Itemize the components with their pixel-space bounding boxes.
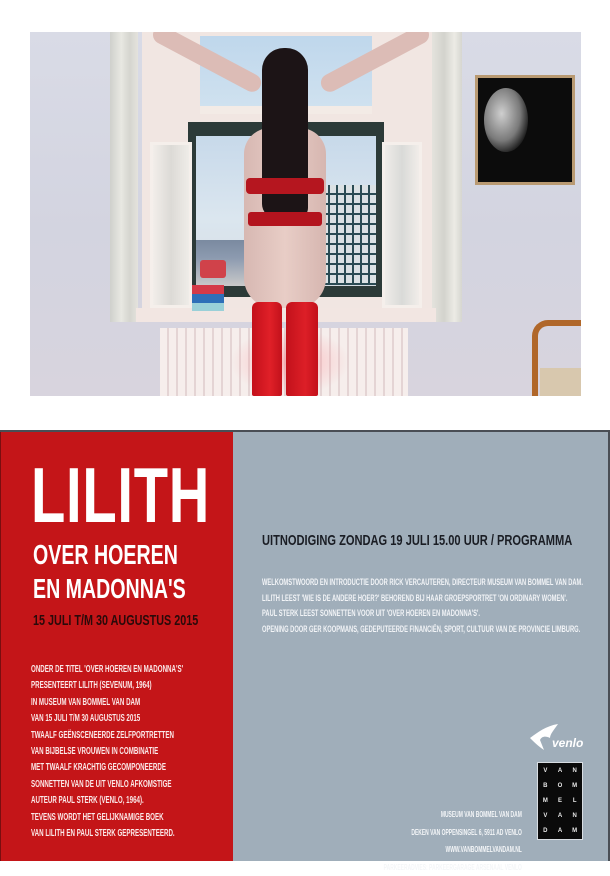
description-line: ONDER DE TITEL 'OVER HOEREN EN MADONNA'S' <box>31 662 183 678</box>
curtain-left <box>110 32 138 322</box>
description-line: MET TWAALF KRACHTIG GECOMPONEERDE <box>31 760 183 776</box>
venlo-logo-text: venlo <box>552 736 583 750</box>
description-line: TWAALF GEËNSCENEERDE ZELFPORTRETTEN <box>31 728 183 744</box>
logo-letter: O <box>558 783 563 789</box>
logo-letter: L <box>573 798 577 804</box>
curtain-right <box>432 32 462 322</box>
program-line: LILITH LEEST 'WIE IS DE ANDERE HOER?' BEHOREND BIJ HAAR GROEPSPORTRET 'ON ORDINARY WOMEN'. <box>262 591 583 607</box>
description-line: PRESENTEERT LILITH (SEVENUM, 1964) <box>31 678 183 694</box>
subtitle-line: OVER HOEREN <box>33 538 186 572</box>
logo-letter: N <box>572 813 576 819</box>
address-line: MUSEUM VAN BOMMEL VAN DAM <box>384 806 522 824</box>
window-sash-left <box>150 142 192 308</box>
address-line: PARKEERADVIES: PARKEERGARAGE ARSENAAL VENLO <box>384 859 522 876</box>
logo-letter: V <box>543 768 547 774</box>
red-car <box>200 260 226 278</box>
description-line: VAN LILITH EN PAUL STERK GEPRESENTEERD. <box>31 826 183 842</box>
museum-logo <box>537 762 583 840</box>
description-line: IN MUSEUM VAN BOMMEL VAN DAM <box>31 695 183 711</box>
description-line: SONNETTEN VAN DE UIT VENLO AFKOMSTIGE <box>31 777 183 793</box>
description-line: TEVENS WORDT HET GELIJKNAMIGE BOEK <box>31 810 183 826</box>
boxes-on-sill <box>192 285 224 311</box>
program-line: WELKOMSTWOORD EN INTRODUCTIE DOOR RICK VERCAUTEREN, DIRECTEUR MUSEUM VAN BOMMEL VAN DAM. <box>262 575 583 591</box>
red-panel <box>0 432 234 861</box>
logo-letter: A <box>558 768 562 774</box>
program-line: OPENING DOOR GER KOOPMANS, GEDEPUTEERDE FINANCIËN, SPORT, CULTUUR VAN DE PROVINCIE LIMBURG. <box>262 622 583 638</box>
exhibition-subtitle <box>33 538 186 606</box>
logo-letter: E <box>558 798 562 804</box>
program-line: PAUL STERK LEEST SONNETTEN VOOR UIT 'OVER HOEREN EN MADONNA'S'. <box>262 606 583 622</box>
address-line: DEKEN VAN OPPENSINGEL 6, 5911 AD VENLO <box>384 824 522 842</box>
program-list <box>262 575 583 637</box>
exhibition-title: LILITH <box>31 456 210 534</box>
logo-letter: D <box>543 828 547 834</box>
logo-letter: M <box>572 783 577 789</box>
website-link[interactable]: WWW.VANBOMMELVANDAM.NL <box>384 841 522 859</box>
logo-letter: N <box>572 768 576 774</box>
description-line: VAN BIJBELSE VROUWEN IN COMBINATIE <box>31 744 183 760</box>
chair-cushion <box>540 368 581 396</box>
description-line: VAN 15 JULI T/M 30 AUGUSTUS 2015 <box>31 711 183 727</box>
museum-address <box>384 806 522 876</box>
exhibition-dates: 15 JULI T/M 30 AUGUSTUS 2015 <box>33 612 198 630</box>
framed-portrait <box>475 75 575 185</box>
window-sash-right <box>382 142 422 308</box>
logo-letter: A <box>558 828 562 834</box>
exhibition-photo <box>30 32 581 396</box>
logo-letter: A <box>558 813 562 819</box>
figure-red-stocking-left <box>252 302 282 396</box>
description-line: AUTEUR PAUL STERK (VENLO, 1964). <box>31 793 183 809</box>
logo-letter: M <box>543 798 548 804</box>
logo-letter: V <box>543 813 547 819</box>
invitation-heading: UITNODIGING ZONDAG 19 JULI 15.00 UUR / PROGRAMMA <box>262 532 572 550</box>
subtitle-line: EN MADONNA'S <box>33 572 186 606</box>
portrait-face <box>484 88 528 152</box>
figure-red-stocking-right <box>286 302 318 396</box>
exhibition-description <box>31 662 183 842</box>
figure-red-garter <box>248 212 322 226</box>
logo-letter: B <box>543 783 547 789</box>
figure-red-bra <box>246 178 324 194</box>
invitation-poster <box>0 430 610 861</box>
logo-letter: M <box>572 828 577 834</box>
